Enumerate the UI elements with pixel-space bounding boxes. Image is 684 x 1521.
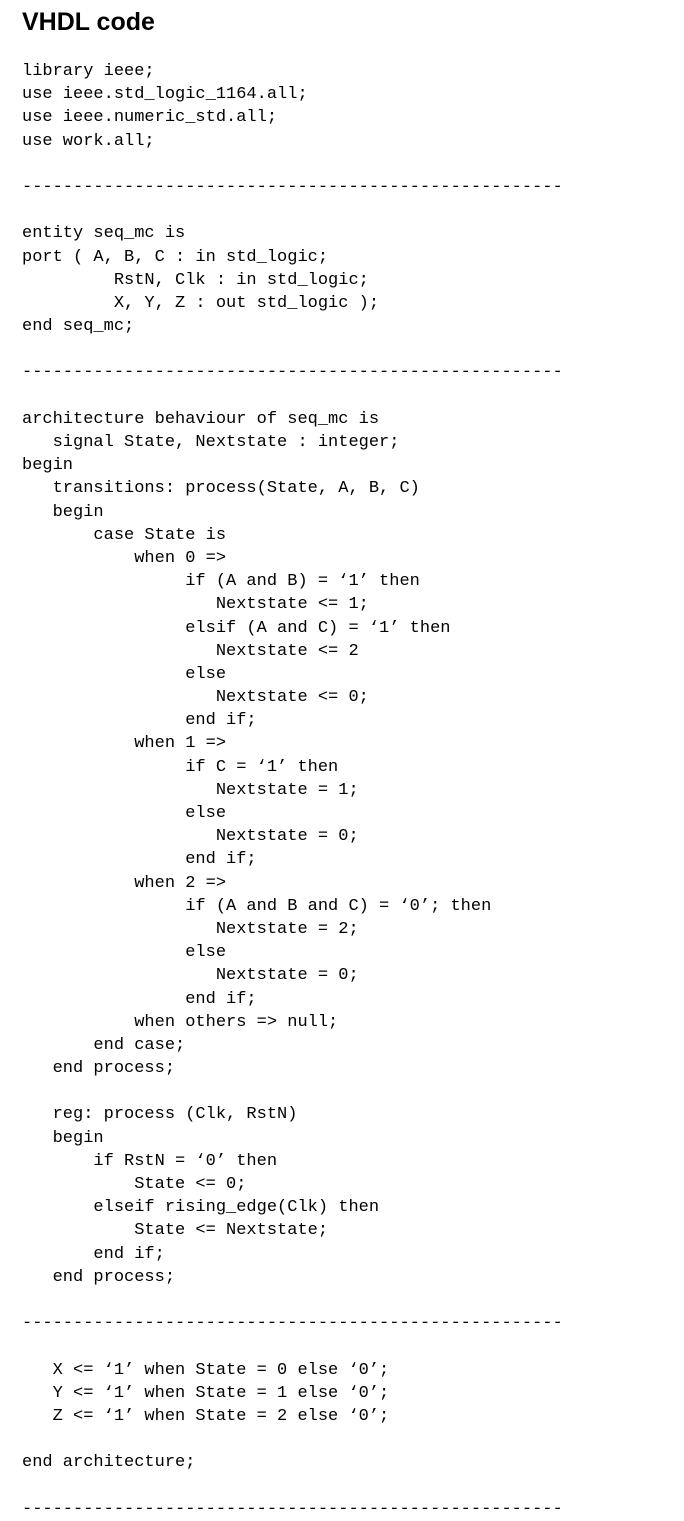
code-line: end if;	[22, 711, 257, 731]
code-line: reg: process (Clk, RstN)	[22, 1105, 298, 1125]
code-line	[22, 385, 563, 408]
code-line: when others => null;	[22, 1012, 339, 1032]
code-line: -----------------------------------------------------	[22, 1314, 563, 1334]
code-line: else	[22, 664, 227, 684]
code-line: signal State, Nextstate : integer;	[22, 433, 400, 452]
code-line: if RstN = ‘0’ then	[22, 1151, 278, 1171]
code-line: when 2 =>	[22, 873, 227, 893]
code-line: -----------------------------------------------------	[22, 177, 563, 197]
code-line: end process;	[22, 1059, 176, 1079]
code-line: else	[22, 804, 227, 823]
code-line: begin	[22, 1128, 104, 1148]
code-line	[22, 153, 563, 176]
code-line: end if;	[22, 1244, 165, 1264]
code-line: transitions: process(State, A, B, C)	[22, 479, 420, 499]
code-line: begin	[22, 502, 104, 522]
code-line: when 1 =>	[22, 734, 227, 754]
code-line: begin	[22, 456, 74, 476]
page-title: VHDL code	[22, 8, 155, 36]
code-line: Nextstate = 0;	[22, 827, 359, 847]
code-line: port ( A, B, C : in std_logic;	[22, 247, 329, 267]
code-line: use work.all;	[22, 131, 155, 151]
code-line: end case;	[22, 1035, 186, 1055]
code-line	[22, 1080, 563, 1103]
code-line: end if;	[22, 850, 257, 870]
code-line	[22, 199, 563, 222]
code-block	[22, 60, 563, 1521]
code-line: architecture behaviour of seq_mc is	[22, 409, 380, 429]
code-line: case State is	[22, 525, 227, 545]
code-line: entity seq_mc is	[22, 224, 186, 244]
code-line: -----------------------------------------------------	[22, 363, 563, 383]
code-line: State <= 0;	[22, 1175, 247, 1194]
code-line: if C = ‘1’ then	[22, 757, 339, 777]
code-line: Nextstate = 1;	[22, 780, 359, 800]
code-line: State <= Nextstate;	[22, 1221, 329, 1241]
code-line	[22, 1428, 563, 1451]
code-line: -----------------------------------------------------	[22, 1499, 563, 1519]
code-line	[22, 338, 563, 361]
code-line: elseif rising_edge(Clk) then	[22, 1198, 380, 1218]
code-line: elsif (A and C) = ‘1’ then	[22, 618, 451, 638]
code-line: Y <= ‘1’ when State = 1 else ‘0’;	[22, 1383, 390, 1403]
code-line: when 0 =>	[22, 548, 227, 568]
code-line: library ieee;	[22, 62, 155, 81]
code-line: end architecture;	[22, 1453, 196, 1473]
code-line: Nextstate <= 2	[22, 641, 359, 661]
code-line: Z <= ‘1’ when State = 2 else ‘0’;	[22, 1406, 390, 1426]
code-line: end seq_mc;	[22, 317, 135, 337]
code-line: use ieee.std_logic_1164.all;	[22, 85, 308, 105]
code-line: RstN, Clk : in std_logic;	[22, 270, 369, 290]
code-line: Nextstate <= 1;	[22, 595, 369, 615]
code-line: Nextstate <= 0;	[22, 688, 369, 708]
code-line: end if;	[22, 989, 257, 1009]
code-line: Nextstate = 0;	[22, 966, 359, 986]
code-line	[22, 1289, 563, 1312]
code-line: else	[22, 943, 227, 963]
code-line	[22, 1474, 563, 1497]
code-line: X <= ‘1’ when State = 0 else ‘0’;	[22, 1360, 390, 1380]
code-line: X, Y, Z : out std_logic );	[22, 293, 380, 313]
code-line: end process;	[22, 1267, 176, 1287]
code-line: if (A and B and C) = ‘0’; then	[22, 896, 492, 916]
code-line: use ieee.numeric_std.all;	[22, 108, 278, 128]
code-line	[22, 1335, 563, 1358]
code-line: Nextstate = 2;	[22, 919, 359, 939]
code-line: if (A and B) = ‘1’ then	[22, 572, 420, 592]
